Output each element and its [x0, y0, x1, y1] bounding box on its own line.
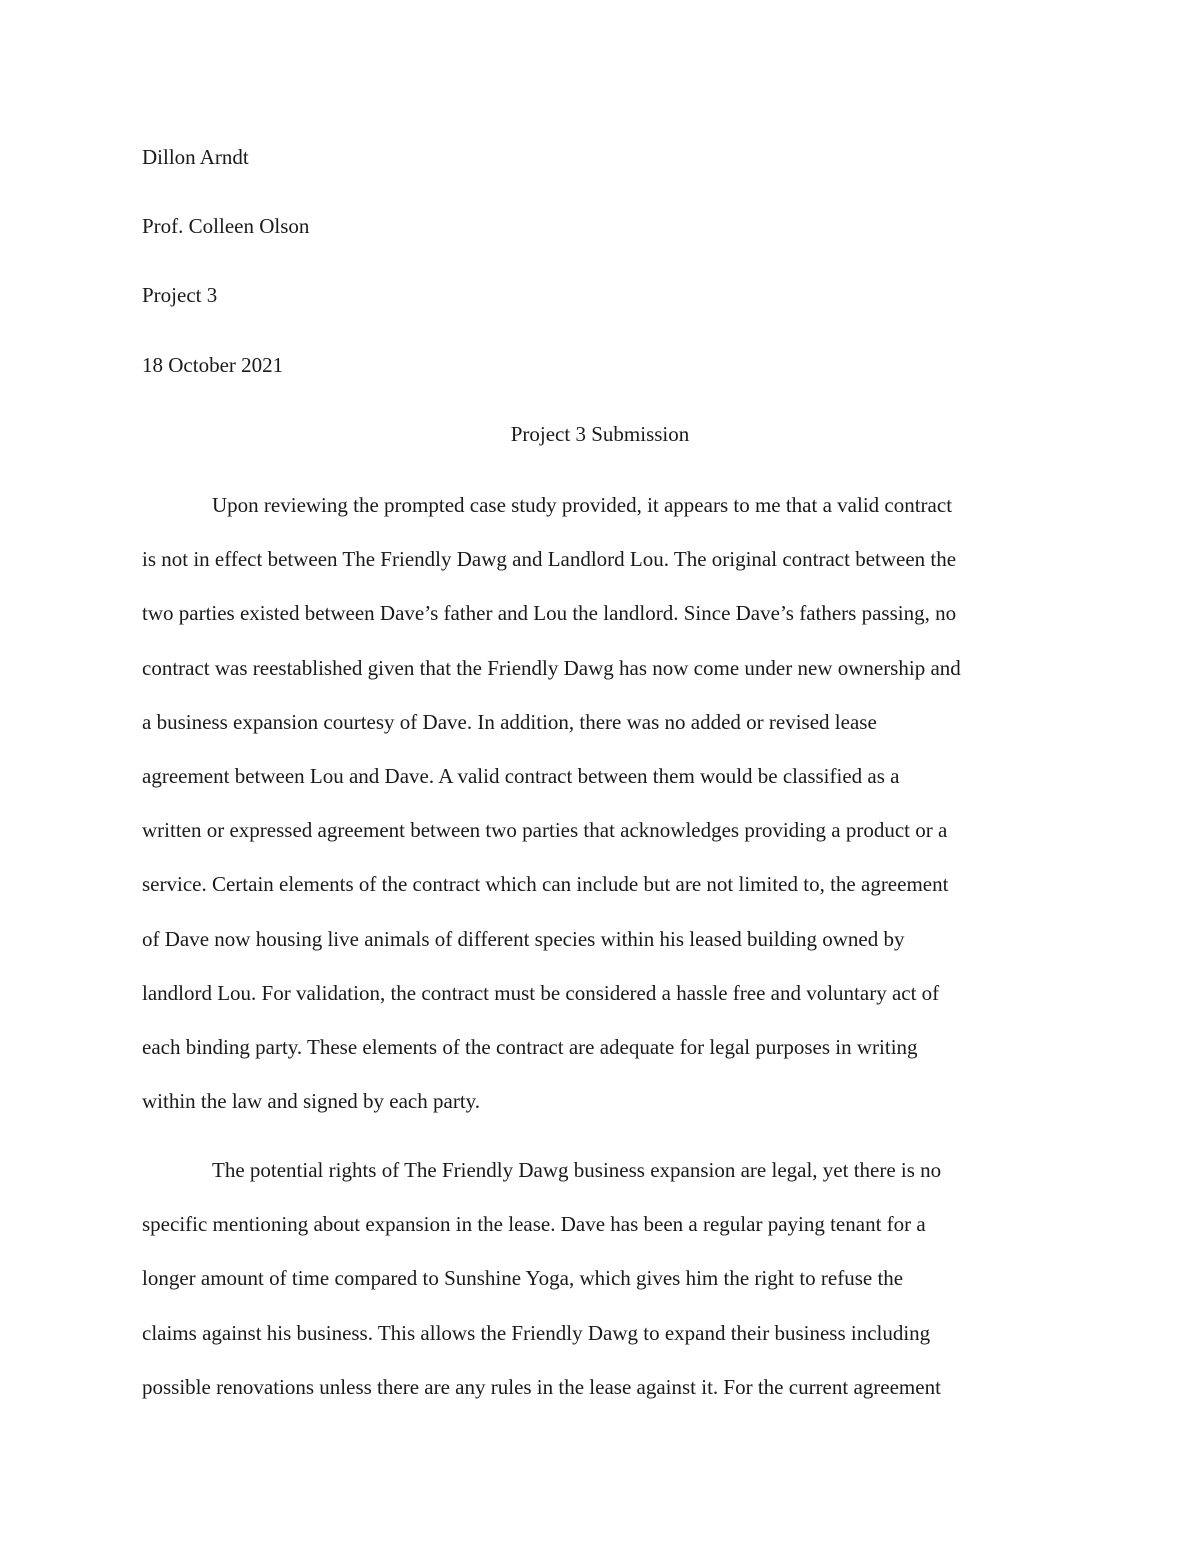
instructor-name: Prof. Colleen Olson: [142, 214, 310, 238]
paragraph-line: possible renovations unless there are any rules in the lease against it. For the current agreement: [142, 1374, 941, 1399]
author-name: Dillon Arndt: [142, 145, 249, 169]
paragraph-line: landlord Lou. For validation, the contract must be considered a hassle free and voluntary act of: [142, 980, 940, 1005]
paragraph-line: service. Certain elements of the contract which can include but are not limited to, the agreement: [142, 872, 949, 897]
paragraph-line: within the law and signed by each party.: [142, 1089, 481, 1114]
paragraph-line: is not in effect between The Friendly Dawg and Landlord Lou. The original contract between the: [142, 547, 957, 572]
paragraph-line: each binding party. These elements of the contract are adequate for legal purposes in writing: [142, 1034, 918, 1059]
paragraph-line: a business expansion courtesy of Dave. In addition, there was no added or revised lease: [142, 709, 877, 734]
paragraph-line: written or expressed agreement between two parties that acknowledges providing a product or a: [142, 818, 948, 843]
paragraph-line: specific mentioning about expansion in the lease. Dave has been a regular paying tenant for a: [142, 1212, 926, 1237]
paragraph-line: two parties existed between Dave’s father and Lou the landlord. Since Dave’s fathers passing, no: [142, 601, 957, 626]
paragraph-line: of Dave now housing live animals of different species within his leased building owned by: [142, 926, 905, 951]
document-title: Project 3 Submission: [510, 422, 690, 446]
course-name: Project 3: [142, 283, 218, 307]
paragraph-line: claims against his business. This allows the Friendly Dawg to expand their business including: [142, 1320, 931, 1345]
paragraph-2: [142, 1156, 1060, 1427]
paragraph-line: Upon reviewing the prompted case study provided, it appears to me that a valid contract: [212, 493, 953, 517]
submission-date: 18 October 2021: [142, 353, 284, 377]
paragraph-line: The potential rights of The Friendly Dawg business expansion are legal, yet there is no: [212, 1158, 942, 1182]
paragraph-1: [142, 491, 1060, 1141]
paragraph-line: agreement between Lou and Dave. A valid contract between them would be classified as a: [142, 763, 900, 788]
paragraph-line: contract was reestablished given that the Friendly Dawg has now come under new ownership and: [142, 655, 961, 680]
paragraph-line: longer amount of time compared to Sunshine Yoga, which gives him the right to refuse the: [142, 1266, 904, 1291]
